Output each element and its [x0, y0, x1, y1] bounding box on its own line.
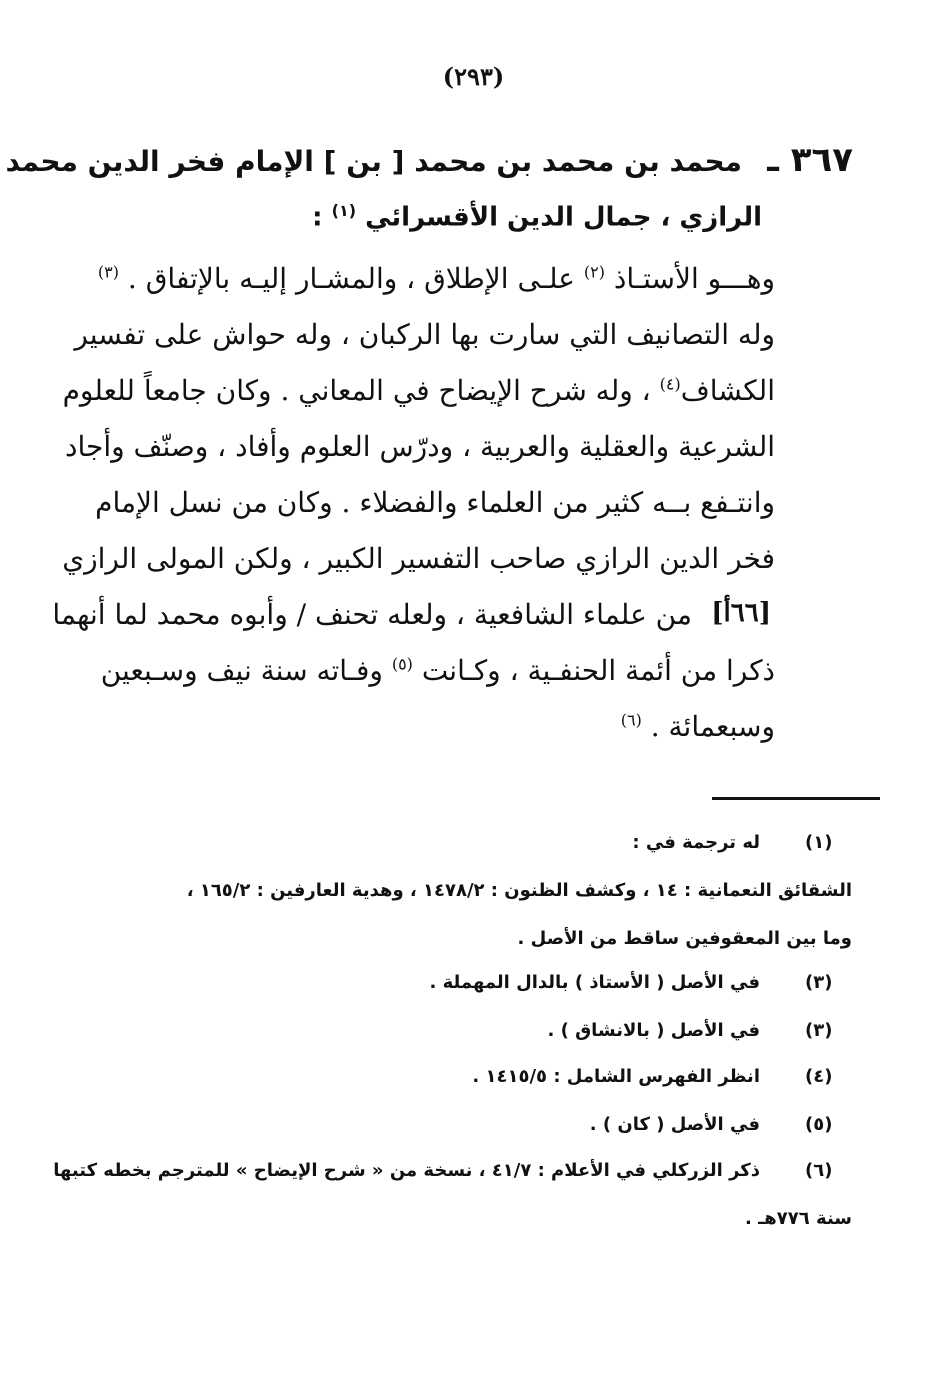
body-line: فخر الدين الرازي صاحب التفسير الكبير ، ولكن المولى الرازي [62, 542, 775, 575]
body-line: من علماء الشافعية ، ولعله تحنف / وأبوه محمد لما أنهما [52, 598, 692, 631]
text-segment: وفـاته سنة نيف وسـبعين [100, 654, 383, 687]
footnote-number: (٤) [805, 1066, 833, 1087]
footnote-text: انظر الفهرس الشامل : ١٤١٥/٥ . [472, 1066, 760, 1087]
entry-heading-line2 [42, 201, 762, 233]
body-line [62, 374, 775, 407]
text-segment: وسبعمائة . [650, 710, 775, 743]
footnote-number: (٣) [805, 1020, 833, 1041]
manuscript-folio-marker: [٦٦أ] [711, 598, 771, 628]
footnote-text: له ترجمة في : [632, 832, 760, 853]
footnote-text: في الأصل ( كان ) . [589, 1114, 760, 1135]
body-line: الشرعية والعقلية والعربية ، ودرّس العلوم وأفاد ، وصنّف وأجاد [65, 430, 775, 463]
footnote-ref: (٤) [659, 374, 681, 394]
text-segment: علـى الإطلاق ، والمشـار إليـه بالإتفاق . [127, 262, 575, 295]
footnote-text: وما بين المعقوفين ساقط من الأصل . [517, 928, 852, 949]
text-segment: ذكرا من أئمة الحنفـية ، وكـانت [421, 654, 775, 687]
footnote-ref: (١) [331, 201, 357, 220]
text-segment: وهـــو الأستـاذ [613, 262, 775, 295]
body-line [100, 654, 775, 687]
body-line [135, 710, 775, 743]
footnote-number: (٦) [805, 1160, 833, 1181]
footnote-text: في الأصل ( بالانشاق ) . [547, 1020, 760, 1041]
footnote-text: في الأصل ( الأستاذ ) بالدال المهملة . [429, 972, 760, 993]
footnote-number: (٥) [805, 1114, 833, 1135]
body-line [97, 262, 775, 295]
entry-number: ٣٦٧ ـ [767, 140, 853, 180]
footnote-text: سنة ٧٧٦هـ . [745, 1208, 852, 1229]
body-line: وانتـفع بــه كثير من العلماء والفضلاء . وكان من نسل الإمام [95, 486, 775, 519]
footnote-ref: (٢) [583, 262, 605, 282]
entry-heading-line1: محمد بن محمد بن محمد [ بن ] الإمام فخر الدين محمد [5, 145, 742, 178]
footnote-ref: (٦) [620, 710, 642, 730]
footnote-number: (١) [805, 832, 833, 853]
body-line: وله التصانيف التي سارت بها الركبان ، وله حواش على تفسير [74, 318, 775, 351]
footnote-number: (٣) [805, 972, 833, 993]
page-number: (٢٩٣) [442, 62, 505, 91]
footnote-ref: (٣) [97, 262, 119, 282]
text-segment: ، وله شرح الإيضاح في المعاني . وكان جامعاً للعلوم [62, 374, 651, 407]
footnote-separator [712, 797, 880, 800]
footnote-ref: (٥) [391, 654, 413, 674]
heading-colon: : [312, 202, 323, 233]
footnote-text: الشقائق النعمانية : ١٤ ، وكشف الظنون : ١٤٧٨/٢ ، وهدية العارفين : ١٦٥/٢ ، [186, 880, 852, 901]
heading-name: الرازي ، جمال الدين الأقسرائي [365, 202, 762, 233]
footnote-text: ذكر الزركلي في الأعلام : ٤١/٧ ، نسخة من « شرح الإيضاح » للمترجم بخطه كتبها [53, 1160, 760, 1181]
text-segment: الكشاف [680, 374, 775, 407]
